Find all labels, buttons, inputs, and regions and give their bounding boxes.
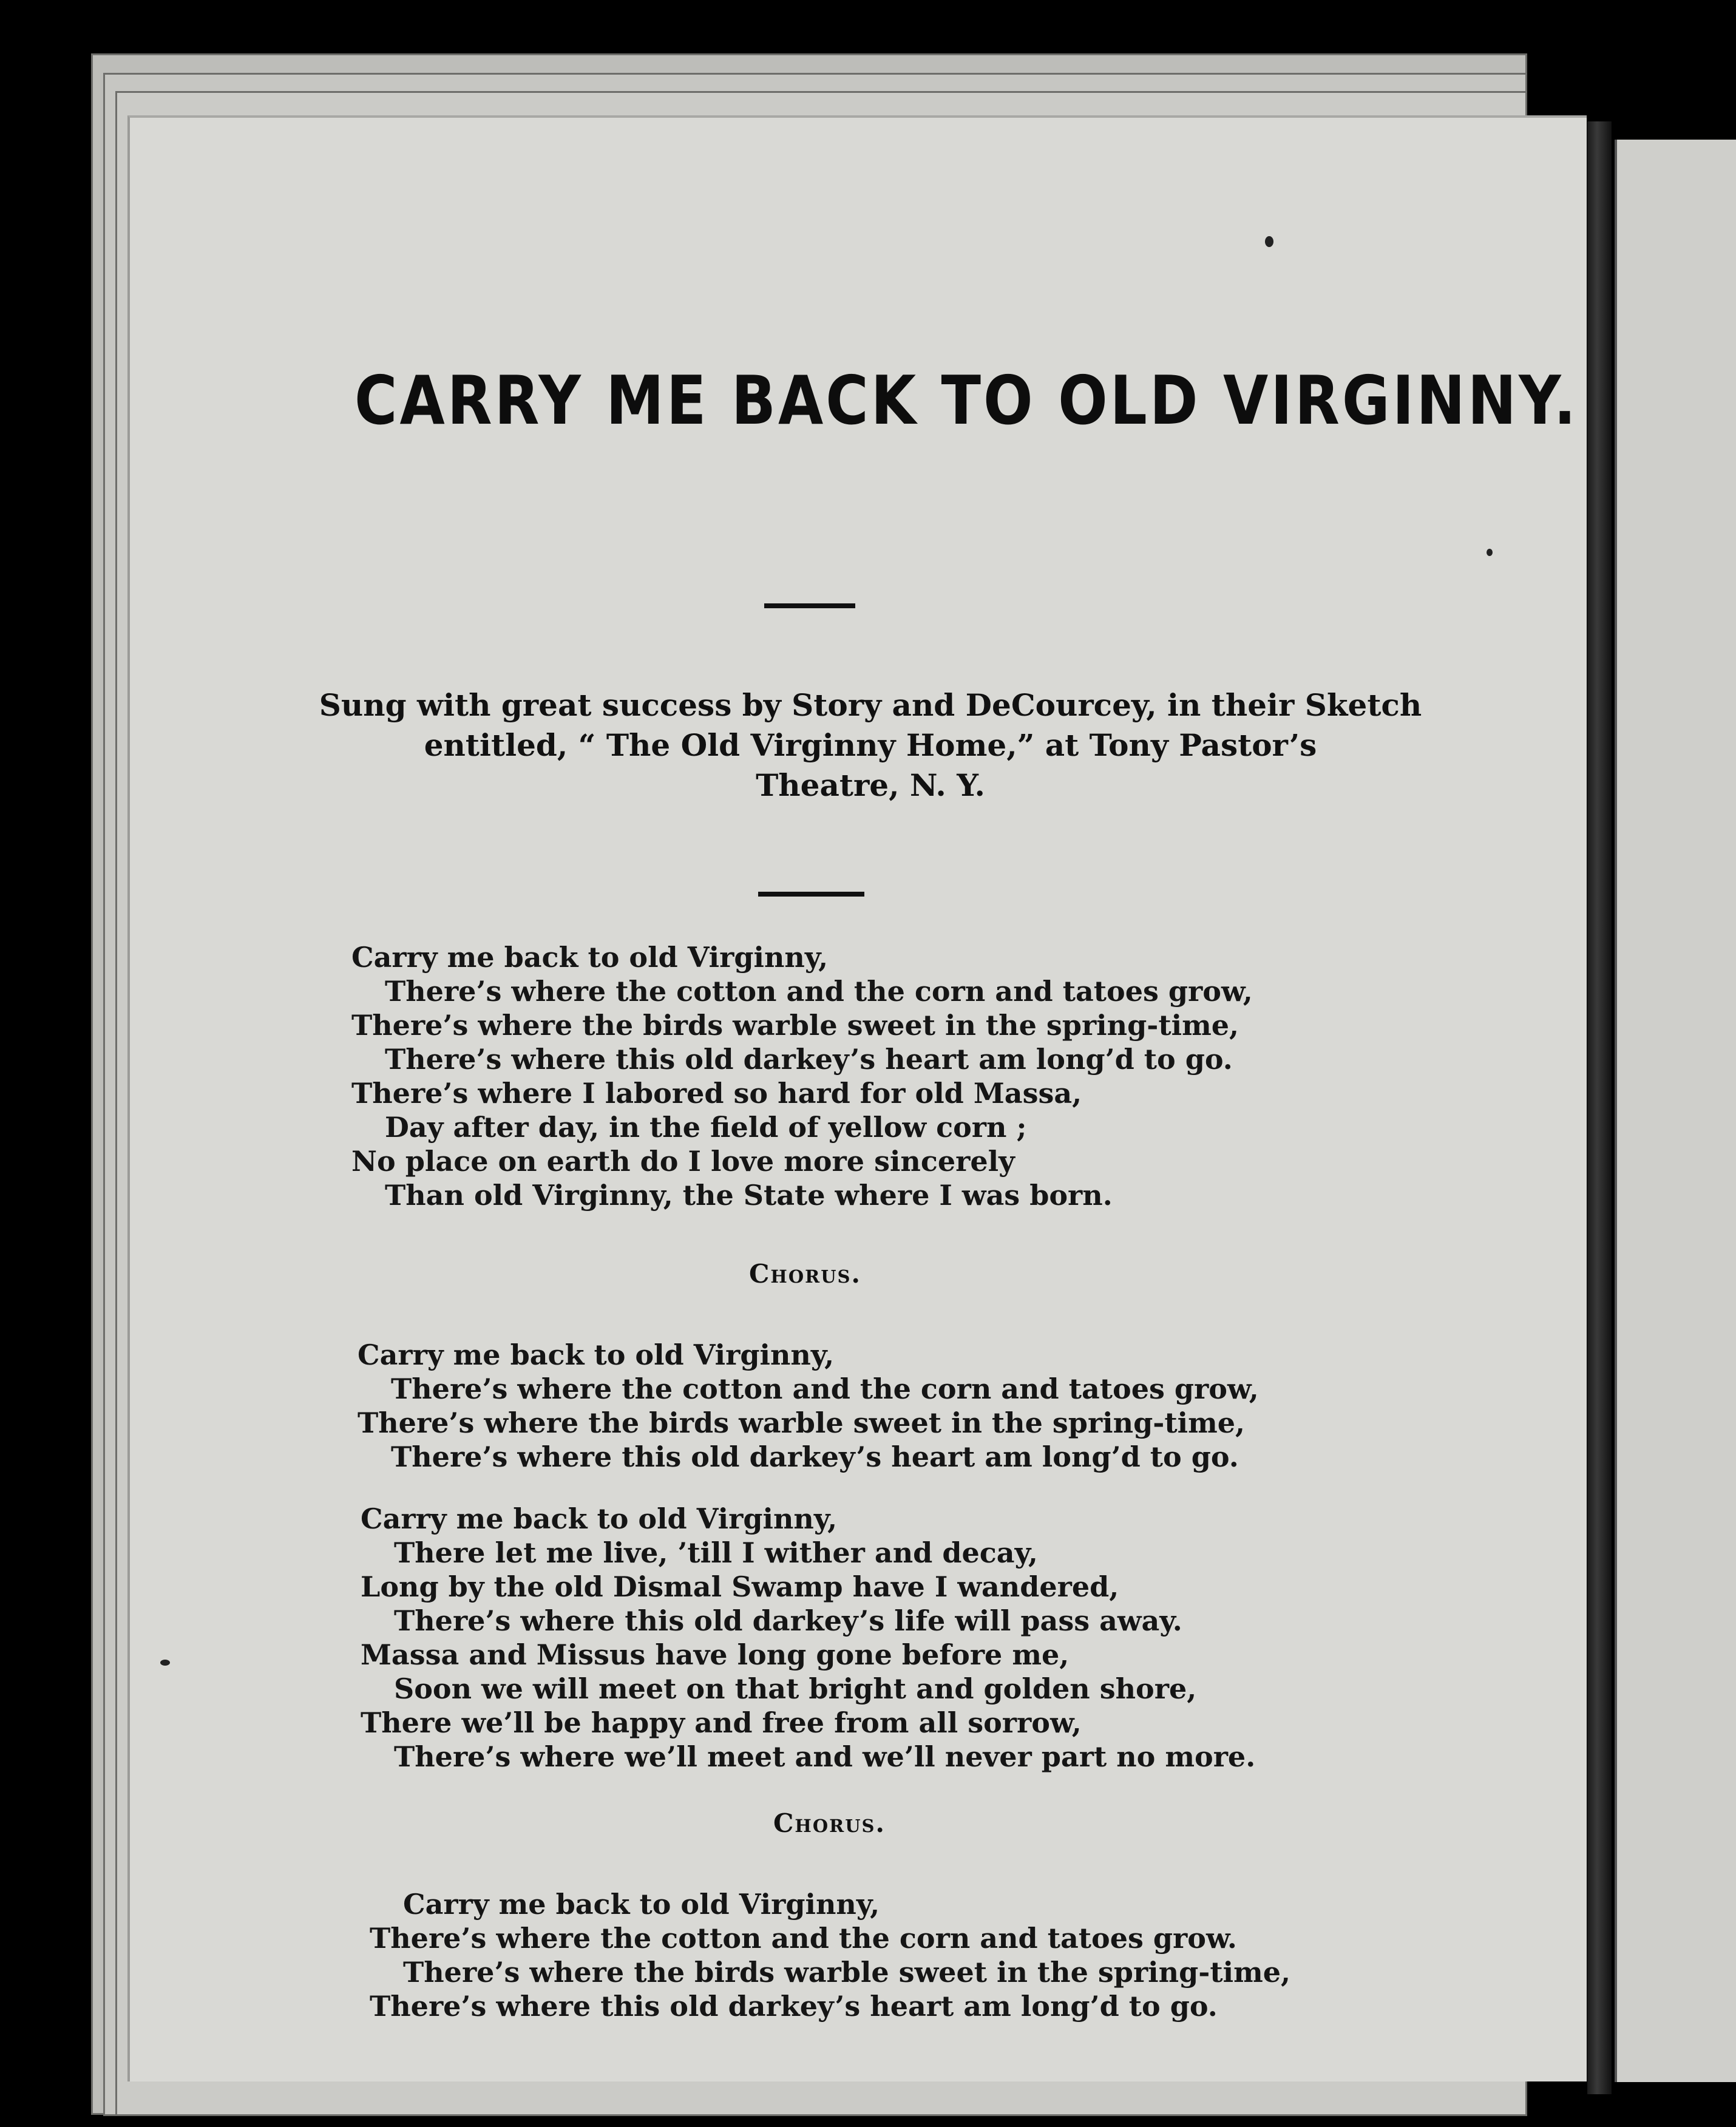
lyric-line: Carry me back to old Virginny,	[361, 1502, 838, 1535]
chorus-stanza	[358, 1338, 1259, 1474]
page-content	[130, 118, 1587, 2081]
final-chorus-stanza	[370, 1887, 1290, 2023]
lyric-line: There’s where the birds warble sweet in the spring-time,	[351, 1009, 1239, 1042]
paper-speck	[1265, 236, 1273, 247]
lyric-line: There let me live, ’till I wither and decay,	[394, 1536, 1038, 1569]
lyric-line: There’s where we’ll meet and we’ll never part no more.	[394, 1740, 1256, 1773]
credit-divider	[758, 892, 864, 897]
lyric-line: Carry me back to old Virginny,	[351, 941, 829, 974]
song-page	[127, 115, 1587, 2081]
book-spine	[1587, 121, 1612, 2094]
lyric-line: There’s where the birds warble sweet in the spring-time,	[358, 1406, 1246, 1439]
lyric-line: There we’ll be happy and free from all sorrow,	[361, 1706, 1082, 1739]
lyric-line: There’s where the birds warble sweet in the spring-time,	[403, 1956, 1291, 1989]
chorus-heading: Chorus.	[773, 1808, 886, 1838]
lyric-line: Than old Virginny, the State where I was born.	[385, 1179, 1113, 1212]
credit-line: entitled, “ The Old Virginny Home,” at Tony Pastor’s	[424, 727, 1317, 763]
paper-speck	[160, 1660, 170, 1666]
lyric-line: There’s where I labored so hard for old Massa,	[351, 1077, 1082, 1110]
lyric-line: There’s where this old darkey’s heart am long’d to go.	[385, 1043, 1233, 1076]
lyric-line: There’s where this old darkey’s heart am long’d to go.	[370, 1990, 1218, 2023]
lyric-line: Soon we will meet on that bright and golden shore,	[394, 1672, 1197, 1705]
credit-line: Theatre, N. Y.	[756, 767, 985, 803]
lyric-line: There’s where this old darkey’s heart am long’d to go.	[391, 1440, 1239, 1473]
facing-page	[1615, 140, 1736, 2082]
lyric-line: Carry me back to old Virginny,	[358, 1338, 835, 1371]
lyric-line: No place on earth do I love more sincerely	[351, 1145, 1015, 1178]
paper-speck	[1487, 549, 1493, 556]
lyric-line: There’s where the cotton and the corn and tatoes grow,	[385, 975, 1253, 1008]
verse-two	[361, 1502, 1255, 1774]
chorus-heading: Chorus.	[749, 1259, 862, 1289]
performance-credit	[276, 685, 1465, 806]
lyric-line: There’s where the cotton and the corn and tatoes grow,	[391, 1372, 1259, 1405]
lyric-line: Long by the old Dismal Swamp have I wandered,	[361, 1570, 1119, 1603]
lyric-line: Massa and Missus have long gone before me,	[361, 1638, 1070, 1671]
lyric-line: Day after day, in the field of yellow corn ;	[385, 1111, 1027, 1144]
title-divider	[764, 603, 855, 608]
lyric-line: There’s where the cotton and the corn and tatoes grow.	[370, 1922, 1237, 1955]
lyric-line: There’s where this old darkey’s life will pass away.	[394, 1604, 1182, 1637]
song-title: CARRY ME BACK TO OLD VIRGINNY.	[354, 361, 1579, 440]
lyric-line: Carry me back to old Virginny,	[403, 1888, 880, 1921]
credit-line: Sung with great success by Story and DeCourcey, in their Sketch	[319, 687, 1422, 723]
verse-one	[351, 940, 1253, 1212]
